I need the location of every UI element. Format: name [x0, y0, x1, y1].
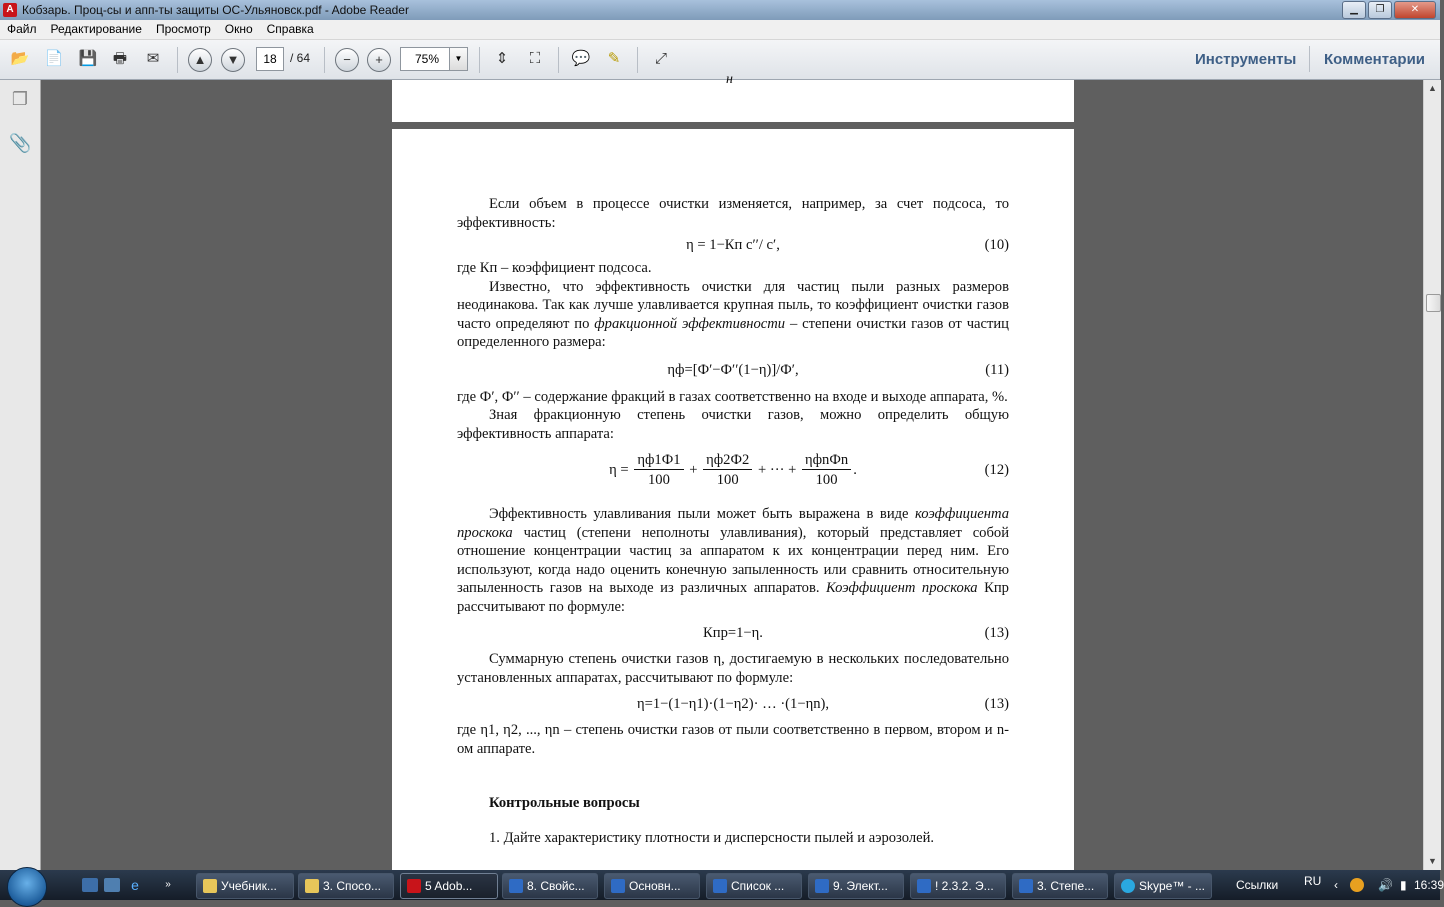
maximize-button[interactable]: ❐ — [1368, 1, 1392, 19]
zoom-out-button[interactable]: − — [335, 48, 359, 72]
fit-page-icon[interactable]: ⛶ — [529, 50, 541, 67]
volume-icon[interactable]: 🔊 — [1378, 878, 1393, 892]
navigation-panel — [0, 80, 41, 870]
page-total: / 64 — [290, 51, 311, 65]
taskbar-item[interactable]: 3. Спосо... — [298, 873, 394, 899]
list-item: 1. Дайте характеристику плотности и дисперсности пылей и аэрозолей. — [489, 829, 935, 846]
formula-11: ηф=[Ф′−Ф′′(1−η)]/Ф′, (11) — [667, 361, 1009, 378]
pdf-page — [392, 129, 1074, 889]
create-pdf-icon[interactable]: 📄 — [44, 50, 64, 67]
vertical-scrollbar[interactable] — [1423, 80, 1441, 870]
formula-10: η = 1−Кп с′′/ с′, (10) — [686, 237, 1009, 253]
taskbar-item[interactable]: 8. Свойс... — [502, 873, 598, 899]
menu-file[interactable]: Файл — [7, 22, 37, 36]
email-icon[interactable]: ✉ — [146, 50, 160, 67]
links-toolbar[interactable]: Ссылки — [1236, 878, 1279, 892]
taskbar-item[interactable]: Список ... — [706, 873, 802, 899]
comment-icon[interactable]: 💬 — [571, 50, 591, 67]
paragraph: Эффективность улавливания пыли может быть выражена в виде коэффициента проскока частиц (степени неполноты улавливания), который представляет собой отношение концентрации частиц за аппаратом к их концентрации перед ним. Его используют, когда надо оценить конечную запыленность или сравнить относительную запыленность газов на выходе из различных аппаратов. Коэффициент проскока Кпр рассчитывают по формуле: — [457, 506, 1009, 615]
show-desktop-icon[interactable] — [82, 878, 98, 892]
paragraph: где η1, η2, ..., ηn – степень очистки газов от пыли соответственно в первом, втором и n-ом аппарате. — [457, 722, 1009, 757]
open-file-icon[interactable]: 📂 — [10, 50, 30, 67]
document-viewport[interactable] — [41, 72, 1423, 870]
minimize-button[interactable]: ▁ — [1342, 1, 1366, 19]
zoom-in-button[interactable]: + — [367, 48, 391, 72]
taskbar-item[interactable]: ! 2.3.2. Э... — [910, 873, 1006, 899]
scroll-down-icon[interactable]: ▼ — [1428, 856, 1437, 866]
internet-explorer-icon[interactable]: e — [131, 877, 139, 893]
adobe-reader-icon: A — [3, 3, 17, 17]
scroll-up-icon[interactable]: ▲ — [1428, 83, 1437, 93]
page-thumbnails-icon[interactable]: ❐ — [11, 89, 29, 109]
taskbar-item[interactable]: Учебник... — [196, 873, 294, 899]
taskbar-item[interactable]: Skype™ - ... — [1114, 873, 1212, 899]
save-icon[interactable]: 💾 — [78, 50, 98, 67]
chevron-left-icon[interactable]: ‹ — [1334, 878, 1338, 892]
print-icon[interactable]: 🖶 — [112, 50, 128, 67]
title-bar — [0, 0, 1440, 20]
switch-windows-icon[interactable] — [104, 878, 120, 892]
page-fragment: н — [726, 72, 733, 87]
menu-edit[interactable]: Редактирование — [50, 22, 142, 36]
clock[interactable]: 16:39 — [1414, 878, 1444, 892]
menu-bar — [0, 20, 1440, 40]
start-button[interactable] — [7, 867, 47, 907]
taskbar — [0, 870, 1444, 900]
window-title: Кобзарь. Проц-сы и апп-ты защиты ОС-Ульяновск.pdf - Adobe Reader — [22, 3, 409, 17]
menu-view[interactable]: Просмотр — [155, 22, 211, 36]
formula-13: Кпр=1−η. (13) — [703, 625, 1009, 641]
paragraph: Суммарную степень очистки газов η, достигаемую в нескольких последовательно установленных аппаратах, рассчитывают по формуле: — [457, 651, 1009, 686]
paragraph: Если объем в процессе очистки изменяется, например, за счет подсоса, то эффективность: — [457, 196, 1009, 231]
network-icon[interactable]: ▮ — [1400, 878, 1407, 892]
attachments-icon[interactable]: 📎 — [9, 133, 32, 153]
taskbar-item-active[interactable]: 5 Adob... — [400, 873, 498, 899]
paragraph: Зная фракционную степень очистки газов, можно определить общую эффективность аппарата: — [457, 407, 1009, 442]
previous-page — [392, 72, 1074, 122]
tray-app-icon[interactable] — [1350, 878, 1364, 892]
language-indicator[interactable]: RU — [1304, 874, 1322, 888]
formula-13b: η=1−(1−η1)·(1−η2)· … ·(1−ηn), (13) — [636, 696, 1009, 712]
scroll-mode-icon[interactable]: ⇕ — [495, 50, 509, 67]
highlight-icon[interactable]: ✎ — [607, 50, 621, 67]
paragraph: где Ф′, Ф′′ – содержание фракций в газах соответственно на входе и выходе аппарата, %. — [457, 388, 1008, 405]
comments-pane-button[interactable]: Комментарии — [1324, 51, 1426, 68]
page-number-input[interactable]: 18 — [256, 47, 284, 71]
chevron-down-icon[interactable]: ▼ — [449, 48, 467, 70]
section-heading: Контрольные вопросы — [489, 795, 640, 811]
page-text — [457, 195, 1009, 847]
window-controls — [1342, 1, 1436, 19]
next-page-button[interactable]: ▼ — [221, 48, 245, 72]
paragraph: Известно, что эффективность очистки для частиц пыли разных размеров неодинакова. Так как лучше улавливается крупная пыль, то коэффициент очистки газов часто определяют по фракционной эффективности – степени очистки газов от частиц определенного размера: — [457, 278, 1009, 350]
close-button[interactable]: ✕ — [1394, 1, 1436, 19]
chevron-right-icon[interactable]: » — [165, 879, 171, 890]
paragraph: где Кп – коэффициент подсоса. — [457, 260, 652, 276]
fullscreen-icon[interactable]: ⤢ — [654, 50, 667, 67]
taskbar-item[interactable]: 9. Элект... — [808, 873, 904, 899]
scroll-thumb[interactable] — [1426, 294, 1441, 312]
taskbar-item[interactable]: Основн... — [604, 873, 700, 899]
formula-12: η = $\frac{\eta ф1Ф1}{100}$ + $\frac{\eta ф2Ф2}{100}$ + ··· + $\frac{\text{ηфnФn}}{100}$ . (12) — [609, 452, 1009, 489]
taskbar-item[interactable]: 3. Степе... — [1012, 873, 1108, 899]
menu-help[interactable]: Справка — [266, 22, 314, 36]
zoom-value: 75% — [415, 52, 440, 66]
tools-pane-button[interactable]: Инструменты — [1195, 51, 1297, 68]
previous-page-button[interactable]: ▲ — [188, 48, 212, 72]
zoom-select[interactable] — [400, 47, 468, 71]
menu-window[interactable]: Окно — [224, 22, 253, 36]
